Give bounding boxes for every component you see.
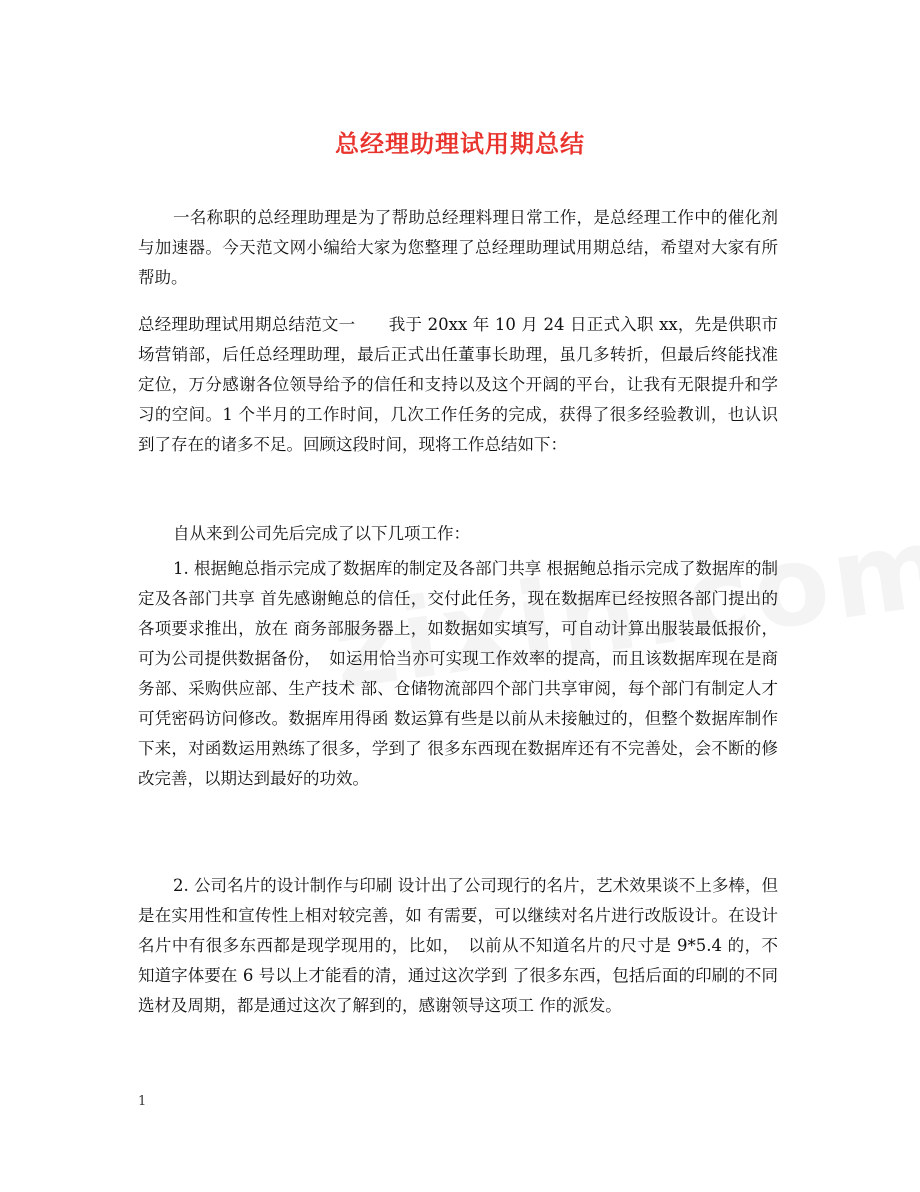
- work-item-1: 1. 根据鲍总指示完成了数据库的制定及各部门共享 根据鲍总指示完成了数据库的制定及各部门共享 首先感谢鲍总的信任，交付此任务，现在数据库已经按照各部门提出的各项要求推出，放在 商务部服务器上，如数据如实填写，可自动计算出服装最低报价，可为公司提供数据备份， 如运用恰当亦可实现工作效率的提高，而且该数据库现在是商务部、采购供应部、生产技术 部、仓储物流部四个部门共享审阅，每个部门有制定人才可凭密码访问修改。数据库用得函 数运算有些是以前从未接触过的，但整个数据库制作下来，对函数运用熟练了很多，学到了 很多东西现在数据库还有不完善处，会不断的修改完善，以期达到最好的功效。: [138, 559, 778, 788]
- work-item-2: 2. 公司名片的设计制作与印刷 设计出了公司现行的名片，艺术效果谈不上多棒，但是在实用性和宣传性上相对较完善，如 有需要，可以继续对名片进行改版设计。在设计名片中有很多东西都是现学现用的，比如， 以前从不知道名片的尺寸是 9*5.4 的，不知道字体要在 6 号以上才能看的清，通过这次学到 了很多东西，包括后面的印刷的不同选材及周期，都是通过这次了解到的，感谢领导这项工 作的派发。: [138, 876, 778, 1015]
- summary-paragraph: 总经理助理试用期总结范文一 我于 20xx 年 10 月 24 日正式入职 xx，先是供职市场营销部，后任总经理助理，最后正式出任董事长助理，虽几多转折，但最后终能找准定位，万分感谢各位领导给予的信任和支持以及这个开阔的平台，让我有无限提升和学习的空间。1 个半月的工作时间，几次工作任务的完成，获得了很多经验教训，也认识到了存在的诸多不足。回顾这段时间，现将工作总结如下：: [138, 315, 778, 454]
- page-number: 1: [138, 1094, 147, 1109]
- work-list-heading: 自从来到公司先后完成了以下几项工作：: [173, 524, 470, 543]
- document-title: 总经理助理试用期总结: [335, 129, 585, 158]
- intro-paragraph: 一名称职的总经理助理是为了帮助总经理料理日常工作，是总经理工作中的催化剂与加速器。今天范文网小编给大家为您整理了总经理助理试用期总结，希望对大家有所帮助。: [138, 208, 778, 287]
